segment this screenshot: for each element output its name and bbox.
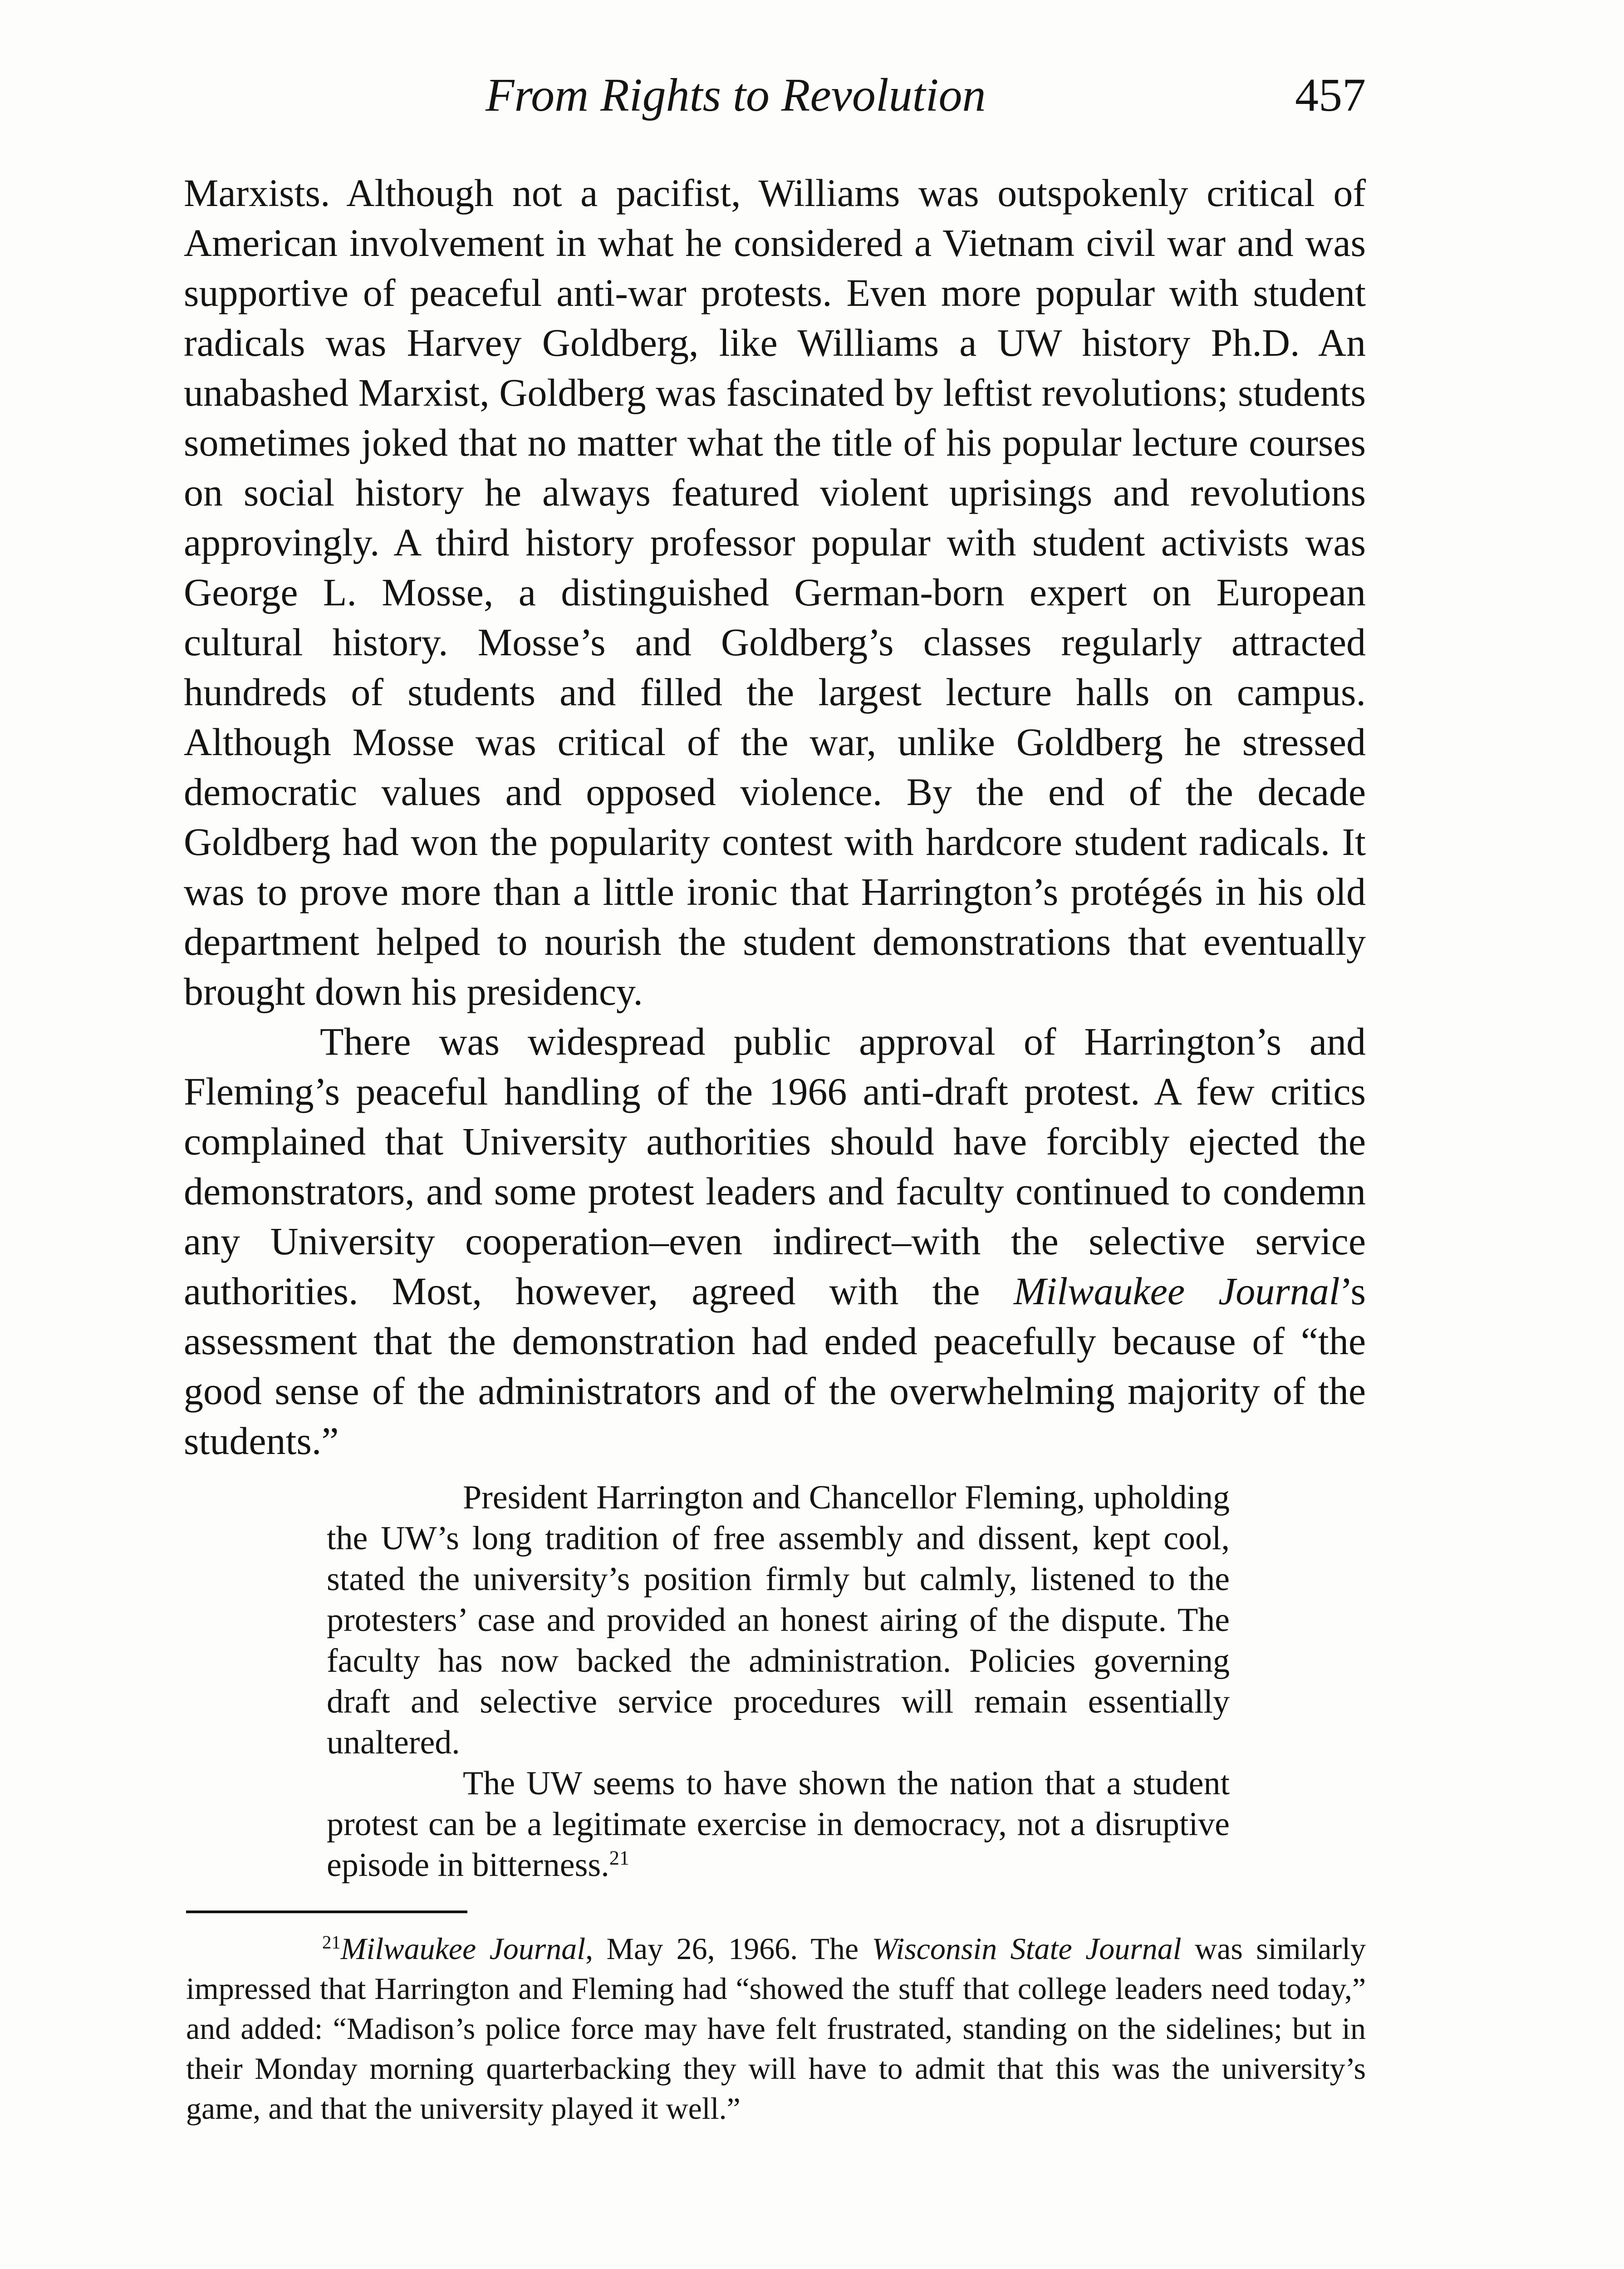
footnote-text	[186, 1929, 1366, 2128]
paragraph-1	[184, 168, 1366, 1017]
footnote-source-2: Wisconsin State Journal	[872, 1931, 1182, 1966]
newspaper-title: Milwaukee Journal	[1013, 1269, 1340, 1313]
footnote-source: Milwaukee Journal	[340, 1931, 586, 1966]
block-quote	[327, 1477, 1230, 1886]
paragraph-1-text: Marxists. Although not a pacifist, Williams was outspokenly critical of American involvement in what he considered a Vietnam civil war and was supportive of peaceful anti-war protests. Even more popular with student radicals was Harvey Goldberg, like Williams a UW history Ph.D. An unabashed Marxist, Goldberg was fascinated by leftist revolutions; students sometimes joked that no matter what the title of his popular lecture courses on social history he always featured violent uprisings and revolutions approvingly. A third history professor popular with student activists was George L. Mosse, a distinguished German-born expert on European cultural history. Mosse’s and Goldberg’s classes regularly attracted hundreds of students and filled the largest lecture halls on campus. Although Mosse was critical of the war, unlike Goldberg he stressed democratic values and opposed violence. By the end of the decade Goldberg had won the popularity contest with hardcore student radicals. It was to prove more than a little ironic that Harrington’s protégés in his old department helped to nourish the student demonstrations that eventually brought down his presidency.	[184, 171, 1366, 1013]
footnote-text-b: was similarly impressed that Harrington and Fleming had “showed the stuff that college leaders need today,” and added: “Madison’s police force may have felt frustrated, standing on the sidelines; but in their Monday morning quarterbacking they will have to admit that this was the university’s game, and that the university played it well.”	[186, 1931, 1366, 2126]
body-text	[184, 168, 1366, 1466]
paragraph-2-text-a: There was widespread public approval of Harrington’s and Fleming’s peaceful handling of the 1966 anti-draft protest. A few critics complained that University authorities should have forcibly ejected the demonstrators, and some protest leaders and faculty continued to condemn any University cooperation–even indirect–with the selective service authorities. Most, however, agreed with the	[184, 1020, 1366, 1313]
page-number: 457	[1295, 69, 1366, 121]
running-head	[186, 68, 1366, 127]
footnote-reference: 21	[609, 1846, 630, 1869]
footnote-text-a: , May 26, 1966. The	[585, 1931, 872, 1966]
footnote	[186, 1929, 1366, 2128]
footnote-number: 21	[322, 1932, 341, 1953]
running-title: From Rights to Revolution	[486, 69, 986, 121]
quote-paragraph-2-text: The UW seems to have shown the nation that a student protest can be a legitimate exercise in democracy, not a disruptive episode in bitterness.	[327, 1765, 1230, 1884]
paragraph-2-text-b: ’s assessment that the demonstration had ended peacefully because of “the good sense of the administrators and of the overwhelming majority of the students.”	[184, 1269, 1366, 1463]
footnote-divider	[186, 1910, 467, 1913]
quote-paragraph-2	[327, 1763, 1230, 1886]
quote-paragraph-1: President Harrington and Chancellor Fleming, upholding the UW’s long tradition of free assembly and dissent, kept cool, stated the university’s position firmly but calmly, listened to the protesters’ case and provided an honest airing of the dispute. The faculty has now backed the administration. Policies governing draft and selective service procedures will remain essentially unaltered.	[327, 1479, 1230, 1761]
paragraph-2	[184, 1017, 1366, 1466]
